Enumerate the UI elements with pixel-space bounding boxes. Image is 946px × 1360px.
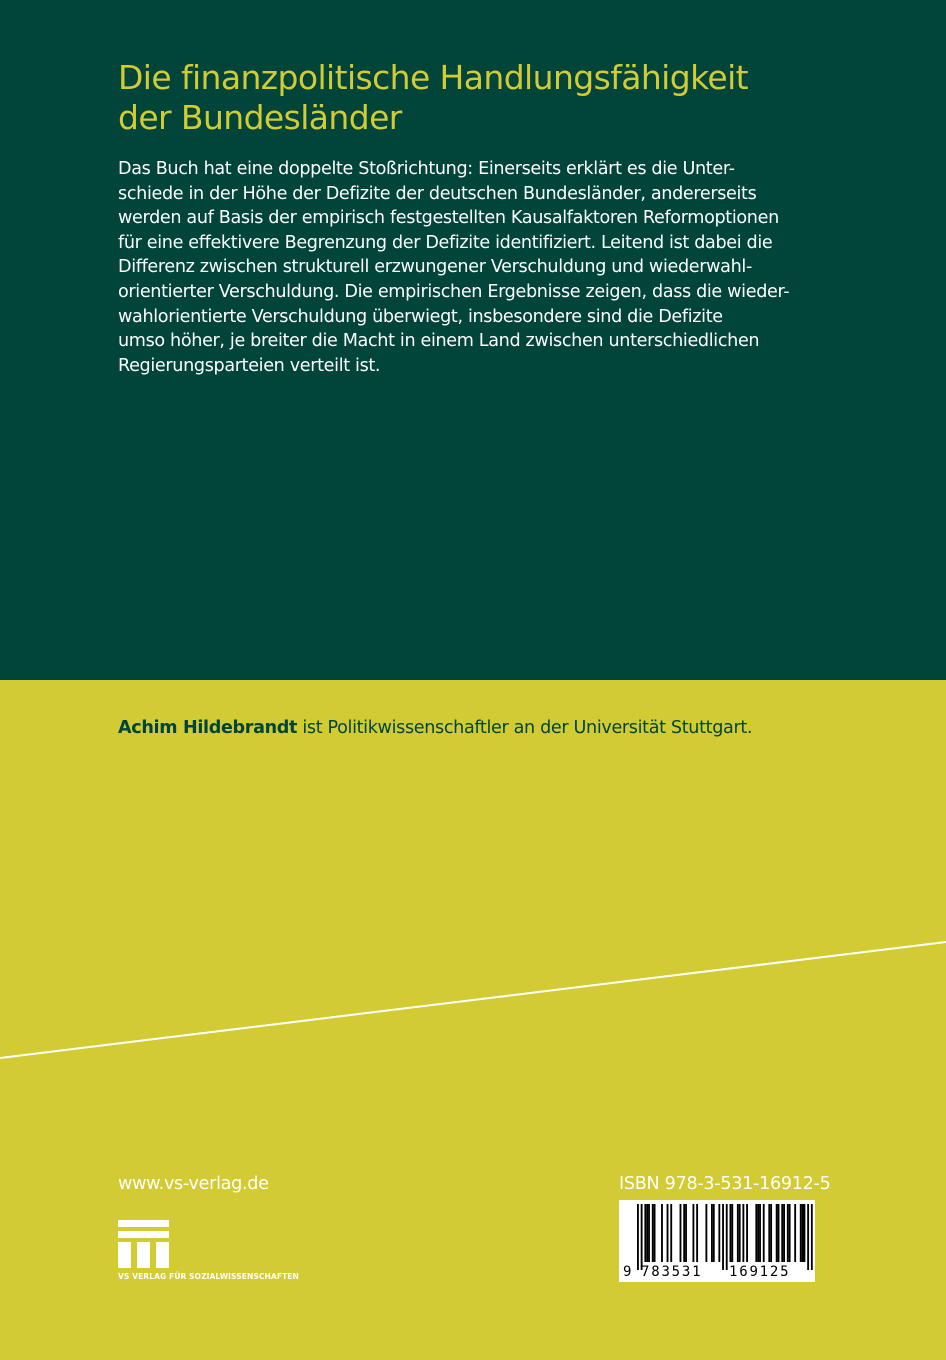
- barcode-digit-group-2: 169125: [729, 1264, 791, 1280]
- barcode-bar: [685, 1204, 687, 1262]
- description-line: orientierter Verschuldung. Die empirischen Ergebnisse zeigen, dass die wieder-: [118, 281, 790, 302]
- book-description: [118, 157, 918, 378]
- barcode-bar: [683, 1204, 685, 1262]
- publisher-name: VS VERLAG FÜR SOZIALWISSENSCHAFTEN: [118, 1272, 299, 1281]
- barcode-bar: [787, 1204, 789, 1262]
- barcode-bar: [641, 1204, 643, 1270]
- isbn-barcode: [619, 1200, 815, 1282]
- barcode-bar: [800, 1204, 802, 1262]
- vs-verlag-logo-icon: [118, 1220, 170, 1268]
- barcode-bar: [755, 1204, 757, 1262]
- description-line: für eine effektivere Begrenzung der Defizite identifiziert. Leitend ist dabei die: [118, 232, 773, 253]
- barcode-bar: [757, 1204, 759, 1262]
- barcode-digits: [619, 1262, 815, 1282]
- barcode-bar: [731, 1204, 733, 1262]
- barcode-bar: [783, 1204, 785, 1262]
- barcode-bar: [778, 1204, 780, 1262]
- barcode-bar: [770, 1204, 772, 1262]
- barcode-bar: [693, 1204, 695, 1262]
- description-line: wahlorientierte Verschuldung überwiegt, insbesondere sind die Defizite: [118, 306, 723, 327]
- barcode-bar: [739, 1204, 741, 1262]
- barcode-bar: [742, 1204, 744, 1262]
- barcode-bar: [794, 1204, 796, 1262]
- barcode-bar: [768, 1204, 770, 1262]
- book-title-line-1: Die finanzpolitische Handlungsfähigkeit: [118, 58, 749, 97]
- barcode-bar: [652, 1204, 654, 1262]
- barcode-bar: [776, 1204, 778, 1262]
- barcode-bar: [722, 1204, 724, 1270]
- barcode-bar: [759, 1204, 761, 1262]
- barcode-bar: [730, 1204, 732, 1262]
- description-line: Regierungsparteien verteilt ist.: [118, 355, 381, 376]
- author-name: Achim Hildebrandt: [118, 718, 298, 738]
- author-bio: [118, 715, 898, 741]
- barcode-bar: [811, 1204, 813, 1270]
- barcode-bar: [711, 1204, 713, 1262]
- description-line: werden auf Basis der empirisch festgestellten Kausalfaktoren Reformoptionen: [118, 208, 779, 229]
- barcode-bar: [644, 1204, 646, 1262]
- barcode-digit-group-1: 783531: [641, 1264, 703, 1280]
- barcode-bar: [654, 1204, 656, 1262]
- barcode-bar: [718, 1204, 720, 1262]
- description-line: Differenz zwischen strukturell erzwungener Verschuldung und wiederwahl-: [118, 257, 752, 278]
- barcode-bar: [713, 1204, 715, 1262]
- barcode-bar: [746, 1204, 748, 1262]
- barcode-bar: [705, 1204, 707, 1262]
- author-description: ist Politikwissenschaftler an der Universität Stuttgart.: [297, 718, 753, 738]
- book-title-line-2: der Bundesländer: [118, 98, 402, 137]
- barcode-bar: [726, 1204, 728, 1270]
- barcode-bar: [648, 1204, 650, 1262]
- description-line: Das Buch hat eine doppelte Stoßrichtung: Einerseits erklärt es die Unter-: [118, 159, 735, 179]
- barcode-bar: [737, 1204, 739, 1262]
- barcode-bar: [807, 1204, 809, 1270]
- barcode-lead-digit: 9: [623, 1264, 632, 1280]
- barcode-bar: [802, 1204, 804, 1262]
- barcode-bar: [804, 1204, 806, 1262]
- book-title: [118, 58, 878, 138]
- isbn-label: ISBN 978-3-531-16912-5: [619, 1174, 831, 1194]
- barcode-bar: [667, 1204, 669, 1262]
- barcode-bar: [781, 1204, 783, 1262]
- description-line: schiede in der Höhe der Defizite der deutschen Bundesländer, andererseits: [118, 183, 757, 204]
- barcode-bar: [646, 1204, 648, 1262]
- publisher-logo: [118, 1220, 318, 1290]
- barcode-bar: [670, 1204, 672, 1262]
- publisher-website: www.vs-verlag.de: [118, 1174, 269, 1194]
- barcode-bar: [763, 1204, 765, 1262]
- description-line: umso höher, je breiter die Macht in einem Land zwischen unterschiedlichen: [118, 331, 760, 352]
- barcode-bar: [696, 1204, 698, 1262]
- diagonal-line: [0, 940, 946, 1060]
- barcode-bar: [661, 1204, 663, 1262]
- barcode-bar: [789, 1204, 791, 1262]
- barcode-bar: [680, 1204, 682, 1262]
- barcode-bar: [637, 1204, 639, 1270]
